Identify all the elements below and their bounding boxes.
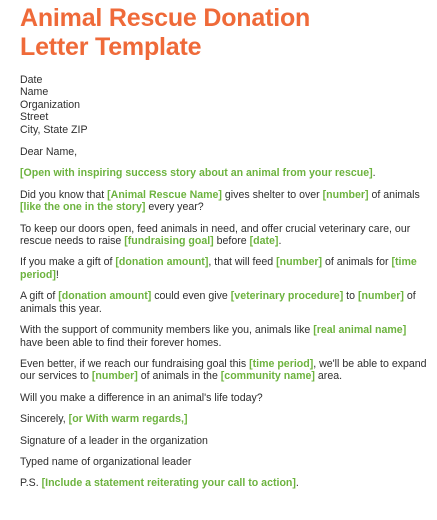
- placeholder-field: [fundraising goal]: [124, 235, 214, 248]
- body-text: Signature of a leader in the organization: [20, 434, 208, 447]
- address-name: Name: [20, 86, 49, 99]
- postscript: [20, 477, 431, 489]
- typed-name-line: [20, 456, 431, 468]
- body-text: every year?: [145, 201, 204, 214]
- address-date: Date: [20, 74, 43, 86]
- placeholder-field: [number]: [276, 256, 322, 269]
- body-text: Did you know that: [20, 188, 108, 201]
- body-text: have been able to find their forever homes.: [20, 336, 222, 349]
- body-text: of animals: [368, 188, 420, 201]
- document-title: [20, 4, 431, 62]
- body-text: of animals for: [322, 256, 392, 269]
- body-text: Typed name of organizational leader: [20, 455, 192, 468]
- paragraph-fundraising-goal: [20, 223, 431, 248]
- placeholder-field: [donation amount]: [115, 256, 209, 269]
- placeholder-field: [real animal name]: [313, 324, 407, 337]
- body-text: of animals this year.: [20, 290, 416, 315]
- placeholder-field: [number]: [322, 188, 369, 201]
- placeholder-field: [time period]: [20, 256, 417, 281]
- body-text: To keep our doors open, feed animals in need, and offer crucial veterinary care, our rescue needs to raise: [20, 222, 411, 248]
- body-text: .: [278, 235, 282, 248]
- closing-line: [20, 413, 431, 425]
- body-text: If you make a gift of: [20, 256, 116, 269]
- paragraph-shelter-count: [20, 189, 431, 214]
- placeholder-field: [number]: [357, 290, 404, 303]
- body-text: , we'll be able to expand our services to: [20, 357, 427, 383]
- paragraph-gift-impact: [20, 256, 431, 281]
- placeholder-field: [Open with inspiring success story about an animal from your rescue]: [20, 167, 373, 180]
- placeholder-field: [donation amount]: [58, 290, 152, 303]
- placeholder-field: [Animal Rescue Name]: [107, 188, 222, 201]
- recipient-address-block: [20, 74, 431, 136]
- body-text: could even give: [151, 290, 231, 303]
- placeholder-field: [or With warm regards,]: [68, 413, 188, 426]
- address-organization: Organization: [20, 98, 81, 111]
- address-city-state-zip: City, State ZIP: [20, 123, 88, 136]
- placeholder-field: [like the one in the story]: [20, 201, 146, 214]
- body-text: With the support of community members like you, animals like: [20, 324, 314, 337]
- title-line-2: Letter Template: [20, 33, 202, 61]
- body-text: Even better, if we reach our fundraising goal this: [20, 357, 250, 370]
- body-text: Sincerely,: [20, 413, 69, 426]
- paragraph-expansion: [20, 358, 431, 383]
- paragraph-call-to-action: [20, 392, 431, 404]
- title-line-1: Animal Rescue Donation: [20, 4, 311, 32]
- body-text: of animals in the: [137, 370, 221, 383]
- body-text: before: [213, 235, 250, 248]
- placeholder-field: [date]: [249, 235, 279, 248]
- body-text: area.: [314, 370, 343, 383]
- placeholder-field: [number]: [91, 370, 138, 383]
- placeholder-field: [veterinary procedure]: [230, 290, 344, 303]
- body-text: P.S.: [20, 477, 42, 490]
- placeholder-field: [Include a statement reiterating your call to action]: [41, 477, 296, 490]
- paragraph-opening-story: [20, 167, 431, 179]
- address-street: Street: [20, 111, 49, 124]
- body-text: .: [295, 477, 299, 490]
- placeholder-field: [community name]: [220, 370, 315, 383]
- body-text: Will you make a difference in an animal's life today?: [20, 391, 263, 404]
- signature-line: [20, 435, 431, 447]
- body-text: A gift of: [20, 290, 59, 303]
- body-text: , that will feed: [208, 256, 277, 269]
- placeholder-field: [time period]: [249, 357, 314, 370]
- paragraph-community-support: [20, 324, 431, 349]
- greeting: Dear Name,: [20, 146, 78, 159]
- body-text: gives shelter to over: [221, 188, 323, 201]
- body-text: .: [372, 167, 376, 180]
- body-text: to: [343, 290, 358, 303]
- paragraph-veterinary-gift: [20, 290, 431, 315]
- body-text: !: [55, 268, 59, 281]
